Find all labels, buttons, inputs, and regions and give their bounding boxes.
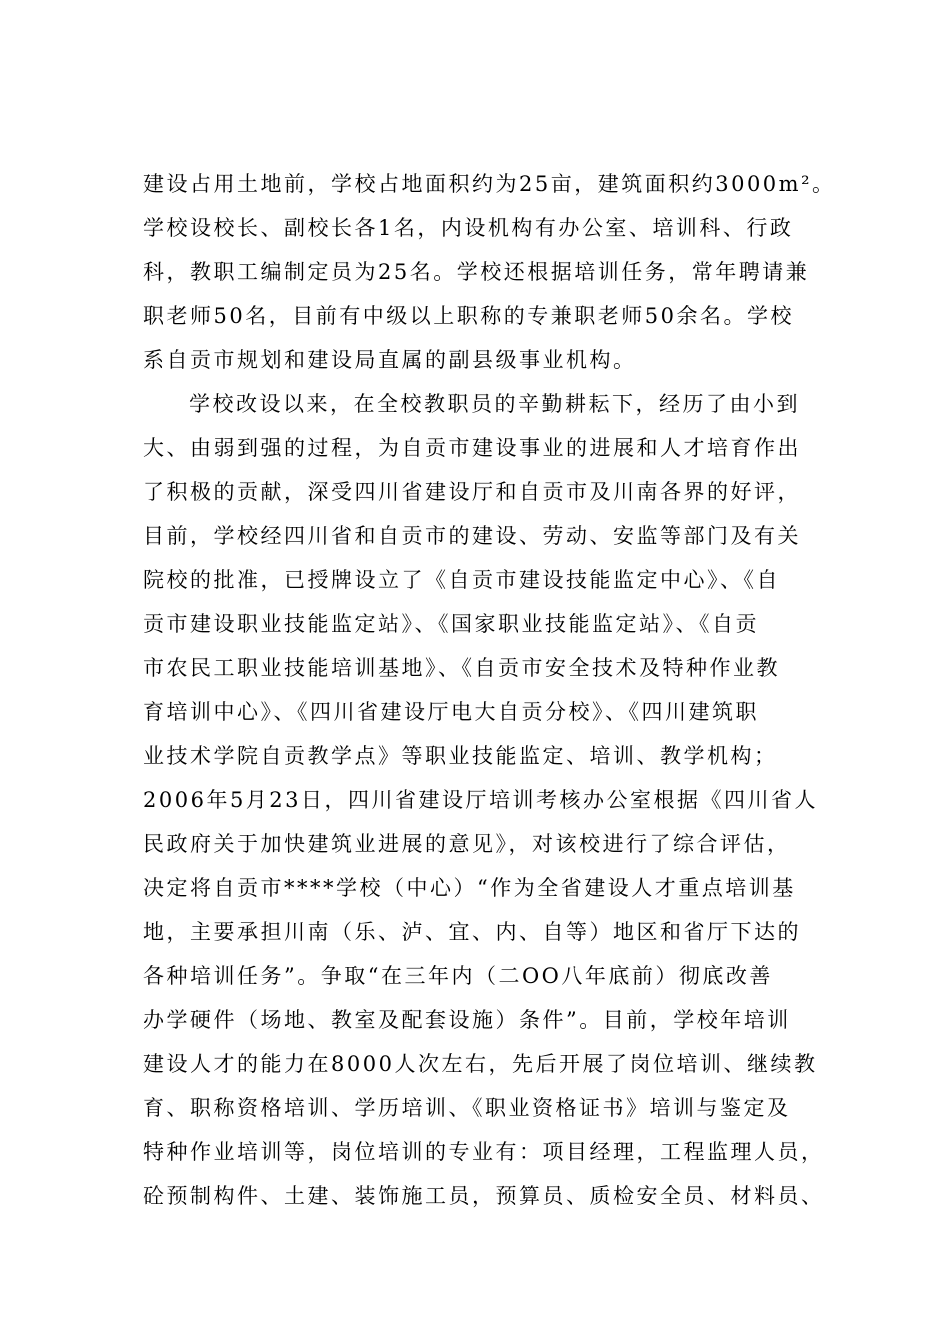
text-line: 学校改设以来，在全校教职员的辛勤耕耘下，经历了由小到 xyxy=(189,392,800,416)
paragraph-1 xyxy=(143,162,843,382)
document-body xyxy=(143,162,843,1218)
text-line: 民政府关于加快建筑业进展的意见》，对该校进行了综合评估， xyxy=(143,832,791,856)
text-line: 贡市建设职业技能监定站》、《国家职业技能监定站》、《自贡 xyxy=(143,612,759,636)
text-line: 建设人才的能力在8000人次左右，先后开展了岗位培训、继续教 xyxy=(143,1052,818,1076)
text-line: 特种作业培训等，岗位培训的专业有：项目经理，工程监理人员， xyxy=(143,1140,825,1164)
text-line: 大、由弱到强的过程，为自贡市建设事业的进展和人才培育作出 xyxy=(143,436,801,460)
text-line: 系自贡市规划和建设局直属的副县级事业机构。 xyxy=(143,348,637,372)
text-line: 建设占用土地前，学校占地面积约为25亩，建筑面积约3000m²。 xyxy=(143,172,836,196)
text-line: 砼预制构件、土建、装饰施工员，预算员、质检安全员、材料员、 xyxy=(143,1184,825,1208)
text-line: 办学硬件（场地、教室及配套设施）条件”。目前，学校年培训 xyxy=(143,1008,791,1032)
text-line: 2006年5月23日，四川省建设厅培训考核办公室根据《四川省人 xyxy=(143,788,819,812)
text-line: 目前，学校经四川省和自贡市的建设、劳动、安监等部门及有关 xyxy=(143,524,801,548)
text-line: 了积极的贡献，深受四川省建设厅和自贡市及川南各界的好评， xyxy=(143,480,801,504)
text-line: 学校设校长、副校长各1名，内设机构有办公室、培训科、行政 xyxy=(143,216,794,240)
text-line: 科，教职工编制定员为25名。学校还根据培训任务，常年聘请兼 xyxy=(143,260,810,284)
text-line: 地，主要承担川南（乐、泸、宜、内、自等）地区和省厅下达的 xyxy=(143,920,801,944)
text-line: 育、职称资格培训、学历培训、《职业资格证书》培训与鉴定及 xyxy=(143,1096,791,1120)
text-line: 市农民工职业技能培训基地》、《自贡市安全技术及特种作业教 xyxy=(143,656,780,680)
text-line: 各种培训任务”。争取“在三年内（二OO八年底前）彻底改善 xyxy=(143,964,773,988)
text-line: 育培训中心》、《四川省建设厅电大自贡分校》、《四川建筑职 xyxy=(143,700,759,724)
text-line: 业技术学院自贡教学点》等职业技能监定、培训、教学机构； xyxy=(143,744,778,768)
paragraph-2 xyxy=(143,382,843,1218)
text-line: 院校的批准，已授牌设立了《自贡市建设技能监定中心》、《自 xyxy=(143,568,780,592)
text-line: 决定将自贡市****学校（中心）“作为全省建设人才重点培训基 xyxy=(143,876,796,900)
text-line: 职老师50名，目前有中级以上职称的专兼职老师50余名。学校 xyxy=(143,304,794,328)
